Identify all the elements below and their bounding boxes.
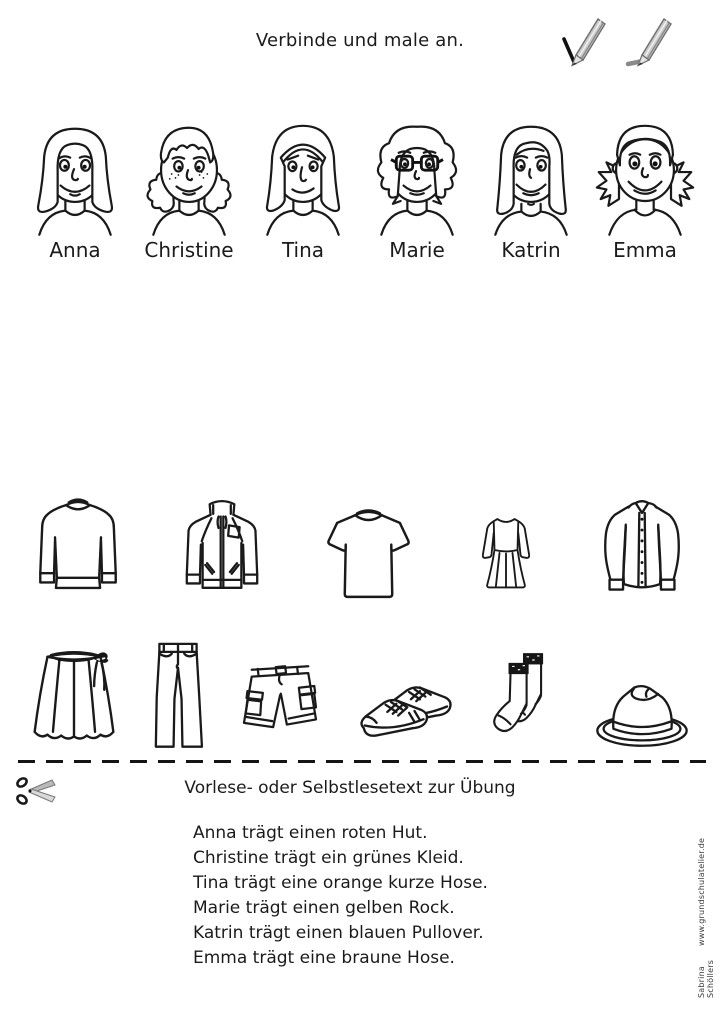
girl-face-long-straight-hair-icon <box>22 112 128 236</box>
person-tina <box>248 112 358 262</box>
clothes-row-2 <box>28 628 692 752</box>
girl-face-glasses-icon <box>364 112 470 236</box>
girl-face-headband-icon <box>250 112 356 236</box>
practice-line: Emma trägt eine braune Hose. <box>193 948 455 968</box>
button-up-shirt-icon <box>596 494 688 613</box>
cargo-shorts-icon <box>237 656 323 752</box>
practice-line: Marie trägt einen gelben Rock. <box>193 898 455 918</box>
sneakers-icon <box>353 661 457 752</box>
practice-line: Katrin trägt einen blauen Pullover. <box>193 923 484 943</box>
person-name: Anna <box>49 238 101 262</box>
girl-face-long-sleek-hair-icon <box>478 112 584 236</box>
people-row <box>18 112 702 262</box>
instruction-icons <box>558 10 674 70</box>
person-anna <box>20 112 130 262</box>
jeans-icon <box>150 635 206 752</box>
person-name: Marie <box>389 238 445 262</box>
person-marie <box>362 112 472 262</box>
credit-website: www.grundschulatelier.de <box>697 837 706 946</box>
page-title: Verbinde und male an. <box>255 30 465 51</box>
fedora-hat-icon <box>592 677 692 752</box>
credit-text <box>697 837 715 998</box>
girl-face-bunches-icon <box>592 112 698 236</box>
person-name: Tina <box>281 238 325 262</box>
person-christine <box>134 112 244 262</box>
practice-text <box>193 821 488 971</box>
pencil-coloring-icon <box>624 10 674 70</box>
credit-author: Sabrina Schöllers <box>697 959 715 998</box>
person-name: Emma <box>613 238 677 262</box>
practice-line: Anna trägt einen roten Hut. <box>193 823 428 843</box>
person-name: Katrin <box>501 238 561 262</box>
pullover-icon <box>32 493 124 613</box>
socks-icon <box>488 642 562 752</box>
practice-line: Christine trägt ein grünes Kleid. <box>193 848 464 868</box>
clothes-row-1 <box>32 487 688 613</box>
person-emma <box>590 112 700 262</box>
practice-section-heading: Vorlese- oder Selbstlesetext zur Übung <box>184 778 516 798</box>
pencil-check-icon <box>558 10 608 70</box>
person-katrin <box>476 112 586 262</box>
dress-icon <box>470 500 542 613</box>
skirt-icon <box>28 644 120 752</box>
t-shirt-icon <box>321 501 416 613</box>
cut-dashed-line <box>18 760 706 763</box>
practice-line: Tina trägt eine orange kurze Hose. <box>193 873 488 893</box>
person-name: Christine <box>144 238 234 262</box>
girl-face-freckles-pigtails-icon <box>136 112 242 236</box>
zip-jacket-icon <box>178 494 266 613</box>
